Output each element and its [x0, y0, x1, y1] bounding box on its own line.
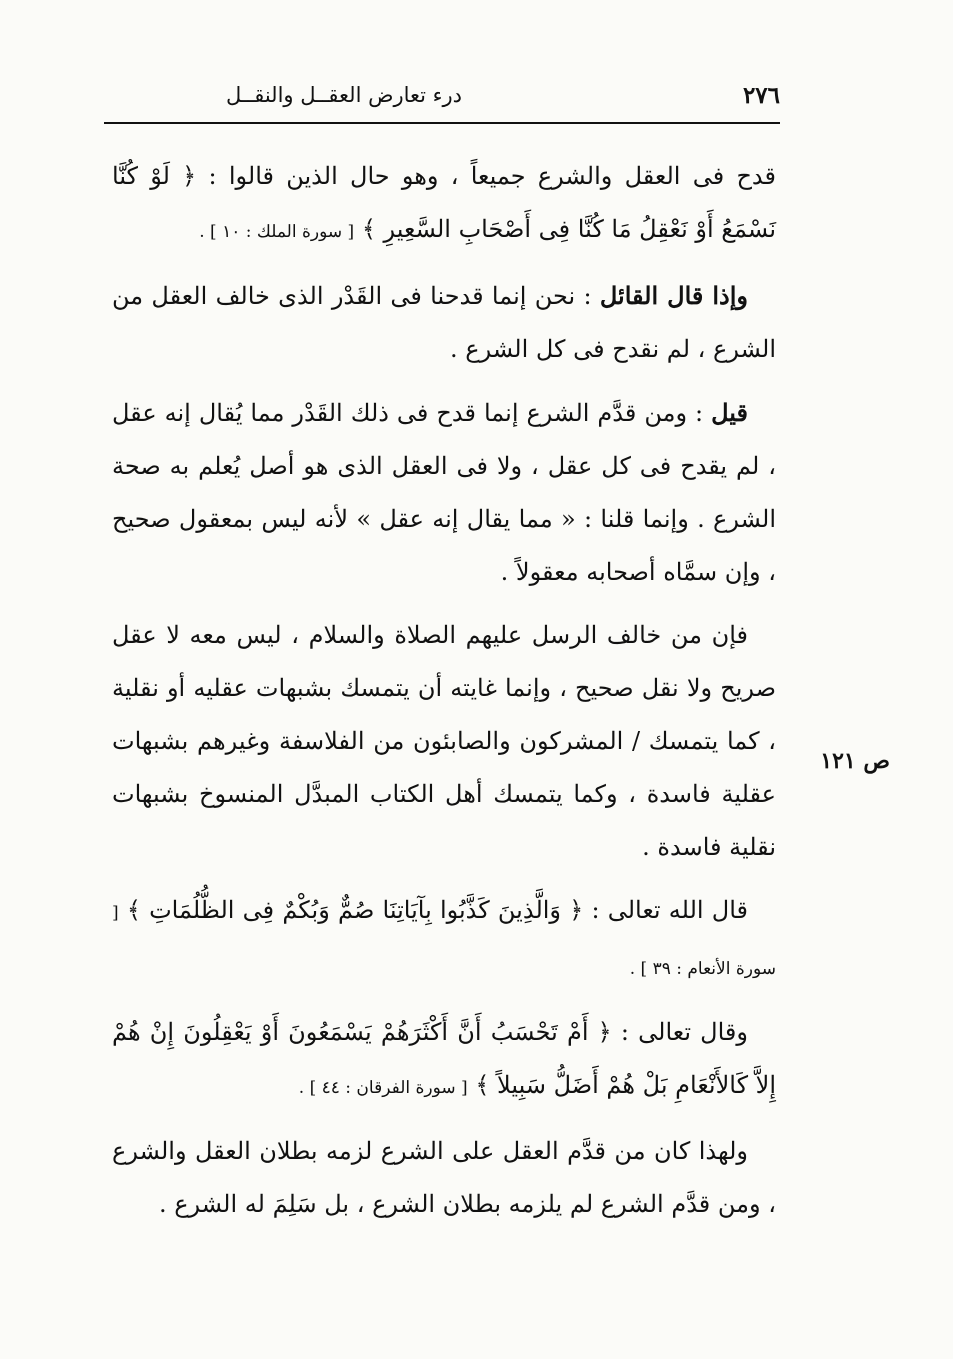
paragraph-4 [112, 609, 776, 874]
paragraph-text: وقال تعالى : ﴿ أَمْ تَحْسَبُ أَنَّ أَكْثَرَهُمْ يَسْمَعُونَ أَوْ يَعْقِلُونَ إِنْ هُمْ إِلاَّ كَالأَنْعَامِ بَلْ هُمْ أَضَلُّ سَبِيلاً ﴾ [112, 1018, 776, 1099]
paragraph-text: ولهذا كان من قدَّم العقل على الشرع لزمه بطلان العقل والشرع ، ومن قدَّم الشرع لم يلزمه بطلان الشرع ، بل سَلِمَ له الشرع . [112, 1137, 776, 1218]
running-title: درء تعارض العقــل والنقــل [226, 83, 463, 107]
quran-citation: [ سورة الأنعام : ٣٩ ] . [112, 903, 776, 979]
paragraph-text: : ومن قدَّم الشرع إنما قدح فى ذلك القَدْر مما يُقال إنه عقل ، لم يقدح فى كل عقل ، ولا فى العقل الذى هو أصل يُعلم به صحة الشرع . وإنما قلنا : « مما يقال إنه عقل » لأنه ليس بمعقول صحيح ، وإن سمَّاه أصحابه معقولاً . [112, 399, 776, 586]
paragraph-3 [112, 386, 776, 599]
paragraph-text: : نحن إنما قدحنا فى القَدْر الذى خالف العقل من الشرع ، لم نقدح فى كل الشرع . [112, 282, 776, 363]
paragraph-7 [112, 1125, 776, 1231]
paragraph-5 [112, 884, 776, 996]
margin-page-reference: ص ١٢١ [820, 748, 890, 774]
page-number: ٢٧٦ [742, 81, 780, 109]
paragraph-lead: قيل [711, 398, 748, 427]
body-text [112, 150, 776, 1241]
paragraph-lead: وإذا قال القائل [599, 281, 748, 310]
paragraph-6 [112, 1006, 776, 1115]
header-rule [104, 122, 780, 124]
paragraph-text: قدح فى العقل والشرع جميعاً ، وهو حال الذين قالوا : ﴿ لَوْ كُنَّا نَسْمَعُ أَوْ نَعْقِلُ مَا كُنَّا فِى أَصْحَابِ السَّعِيرِ ﴾ [112, 162, 776, 243]
paragraph-1 [112, 150, 776, 259]
paragraph-2 [112, 269, 776, 376]
paragraph-text: فإن من خالف الرسل عليهم الصلاة والسلام ، ليس معه لا عقل صريح ولا نقل صحيح ، وإنما غايته أن يتمسك بشبهات عقليه أو نقلية ، كما يتمسك / المشركون والصابئون من الفلاسفة وغيرهم بشبهات عقلية فاسدة ، وكما يتمسك أهل الكتاب المبدَّل المنسوخ بشبهات نقلية فاسدة . [112, 621, 776, 861]
paragraph-text: قال الله تعالى : ﴿ وَالَّذِينَ كَذَّبُوا بِآيَاتِنَا صُمٌّ وَبُكْمٌ فِى الظُّلُمَاتِ ﴾ [126, 896, 748, 924]
page-header [104, 78, 780, 112]
quran-citation: [ سورة الفرقان : ٤٤ ] . [298, 1078, 468, 1098]
quran-citation: [ سورة الملك : ١٠ ] . [199, 222, 355, 242]
